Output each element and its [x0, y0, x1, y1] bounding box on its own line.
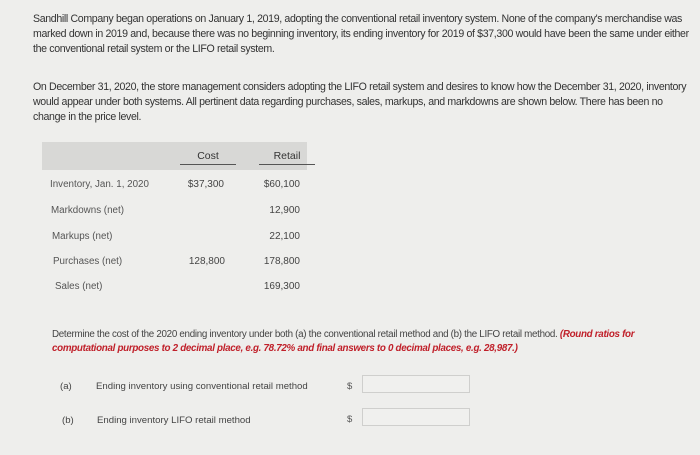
answer-a-letter: (a) [60, 381, 72, 392]
row-label-sales: Sales (net) [55, 281, 103, 292]
intro-paragraph-2: On December 31, 2020, the store management considers adopting the LIFO retail system and desires to know how the December 31, 2020, inventory would appear under both systems. All pertinent data regarding purchases, sales, markups, and markdowns are shown below. There has been no change in the price level. [33, 81, 687, 123]
cell-sales-retail: 169,300 [263, 281, 300, 292]
answer-b-label: Ending inventory LIFO retail method [97, 415, 251, 426]
instructions [52, 328, 682, 356]
row-label-purchases: Purchases (net) [53, 256, 123, 267]
intro-paragraph-1: Sandhill Company began operations on January 1, 2019, adopting the conventional retail inventory system. None of the company's merchandise was marked down in 2019 and, because there was no beginning inventory, its ending inventory for 2019 of $37,300 would have been the same under either the conventional retail system or the LIFO retail system. [33, 13, 689, 55]
instructions-text: Determine the cost of the 2020 ending inventory under both (a) the conventional retail method and (b) the LIFO retail method. [52, 329, 560, 340]
answer-a-input[interactable] [362, 375, 470, 393]
cell-markdowns-retail: 12,900 [269, 205, 300, 216]
row-label-inventory: Inventory, Jan. 1, 2020 [50, 179, 149, 190]
answer-b-letter: (b) [62, 415, 74, 426]
answer-b-input[interactable] [362, 408, 470, 426]
rounding-note: (Round ratios for computational purposes to 2 decimal place, e.g. 78.72% and final answers to 0 decimal places, e.g. 28,987.) [52, 329, 635, 354]
column-header-cost: Cost [180, 150, 236, 165]
cell-purchases-cost: 128,800 [188, 256, 225, 267]
cell-inventory-cost: $37,300 [187, 179, 224, 190]
cell-inventory-retail: $60,100 [263, 179, 300, 190]
answer-a-currency: $ [347, 381, 353, 392]
row-label-markdowns: Markdowns (net) [51, 205, 124, 216]
cell-purchases-retail: 178,800 [263, 256, 300, 267]
column-header-retail: Retail [259, 150, 315, 165]
answer-a-label: Ending inventory using conventional retail method [96, 381, 308, 392]
cell-markups-retail: 22,100 [269, 231, 300, 242]
row-label-markups: Markups (net) [52, 231, 113, 242]
answer-b-currency: $ [347, 414, 353, 425]
